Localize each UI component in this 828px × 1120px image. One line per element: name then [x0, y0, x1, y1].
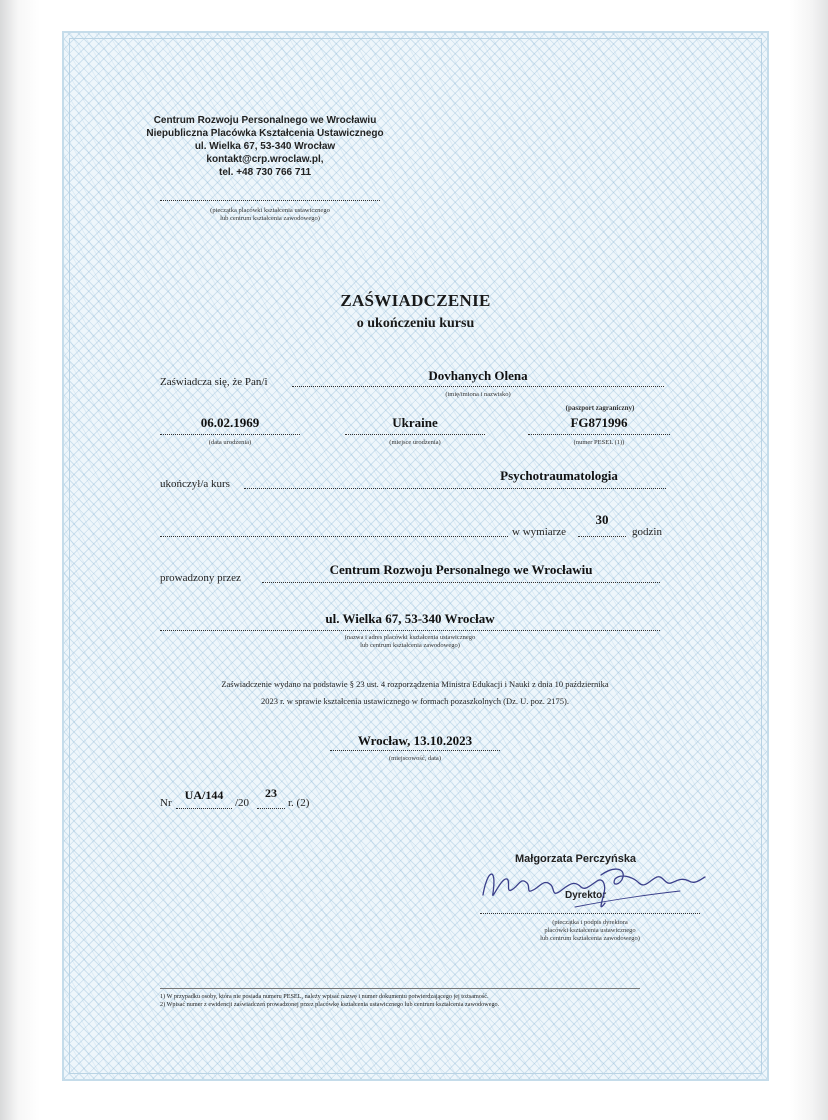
hours-value: 30	[595, 512, 609, 527]
passport-label: (paszport zagraniczny)	[565, 404, 635, 412]
nr-dotted-line	[176, 808, 232, 809]
institution-line-5: tel. +48 730 766 711	[218, 167, 312, 178]
signature-caption-line-2: placówki kształcenia ustawicznego	[544, 927, 636, 934]
legal-basis	[120, 676, 710, 710]
stamp-caption-line-1: (pieczątka placówki kształcenia ustawicznego	[210, 207, 330, 214]
footnotes	[160, 993, 680, 1009]
birth-place-dotted-line	[345, 434, 485, 435]
place-date-caption: (miejscowość, data)	[389, 755, 441, 762]
signer-name: Małgorzata Perczyńska	[515, 853, 637, 865]
name-caption: (imię/imiona i nazwisko)	[445, 391, 511, 398]
course-cont-dotted-line	[160, 536, 508, 537]
nr-label: Nr	[160, 797, 172, 809]
signer-role: Dyrektor	[565, 890, 607, 901]
nr-year: 23	[265, 786, 277, 800]
person-name: Dovhanych Olena	[428, 368, 528, 383]
birth-place-caption: (miejsce urodzenia)	[389, 439, 441, 446]
document-subtitle: o ukończeniu kursu	[356, 316, 475, 331]
nr-mid: /20	[235, 797, 250, 809]
stamp-dotted-line	[160, 200, 380, 201]
place-date: Wrocław, 13.10.2023	[357, 733, 473, 748]
institution-stamp	[140, 114, 390, 179]
provider-caption	[160, 634, 660, 650]
provider-address-dotted-line	[160, 630, 660, 631]
signature-caption-line-3: lub centrum kształcenia zawodowego)	[540, 935, 640, 942]
footnote-1: 1) W przypadku osoby, która nie posiada numeru PESEL, należy wpisać nazwę i numer dokumentu potwierdzającego jej tożsamość.	[160, 993, 489, 1000]
stamp-caption	[150, 207, 390, 223]
nr-year-dotted-line	[257, 808, 285, 809]
nr-suffix: r. (2)	[288, 797, 310, 809]
document-title: ZAŚWIADCZENIE	[340, 291, 491, 310]
footnote-separator	[160, 988, 640, 989]
birth-date: 06.02.1969	[200, 415, 260, 430]
institution-line-4: kontakt@crp.wroclaw.pl,	[206, 154, 324, 165]
signature-caption	[480, 919, 700, 943]
institution-line-1: Centrum Rozwoju Personalnego we Wrocławiu	[153, 115, 377, 126]
hours-unit: godzin	[632, 526, 662, 538]
nr-value: UA/144	[184, 788, 224, 802]
institution-line-2: Niepubliczna Placówka Kształcenia Ustawicznego	[146, 128, 384, 139]
institution-line-3: ul. Wielka 67, 53-340 Wrocław	[194, 141, 336, 152]
birth-date-dotted-line	[160, 434, 300, 435]
birth-place: Ukraine	[392, 415, 438, 430]
pesel-caption: (numer PESEL (1))	[573, 439, 625, 446]
signature-caption-line-1: (pieczątka i podpis dyrektora	[552, 919, 628, 926]
provider-dotted-line	[262, 582, 660, 583]
course-dotted-line	[244, 488, 666, 489]
provider-name: Centrum Rozwoju Personalnego we Wrocławiu	[329, 562, 593, 577]
course-name: Psychotraumatologia	[500, 468, 618, 483]
legal-basis-line-1: Zaświadczenie wydano na podstawie § 23 ust. 4 rozporządzenia Ministra Edukacji i Nauki z dnia 10 października	[221, 679, 609, 689]
hours-dotted-line	[578, 536, 626, 537]
passport-number: FG871996	[570, 415, 628, 430]
provider-address: ul. Wielka 67, 53-340 Wrocław	[325, 611, 495, 626]
completed-label: ukończył/a kurs	[160, 478, 230, 490]
name-dotted-line	[292, 386, 664, 387]
passport-dotted-line	[528, 434, 670, 435]
conducted-label: prowadzony przez	[160, 572, 241, 584]
footnote-2: 2) Wpisać numer z ewidencji zaświadczeń prowadzonej przez placówkę kształcenia ustawicznego lub centrum kształcenia zawodowego.	[160, 1001, 500, 1008]
stamp-caption-line-2: lub centrum kształcenia zawodowego)	[220, 215, 320, 222]
provider-caption-line-2: lub centrum kształcenia zawodowego)	[360, 642, 460, 649]
signature-dotted-line	[480, 913, 700, 914]
birth-date-caption: (data urodzenia)	[208, 439, 252, 446]
hours-label: w wymiarze	[512, 526, 567, 538]
legal-basis-line-2: 2023 r. w sprawie kształcenia ustawicznego w formach pozaszkolnych (Dz. U. poz. 2175).	[260, 696, 570, 706]
handwritten-signature	[475, 855, 710, 915]
place-date-dotted-line	[330, 750, 500, 751]
provider-caption-line-1: (nazwa i adres placówki kształcenia ustawicznego	[344, 634, 476, 641]
certify-label: Zaświadcza się, że Pan/i	[160, 376, 268, 388]
